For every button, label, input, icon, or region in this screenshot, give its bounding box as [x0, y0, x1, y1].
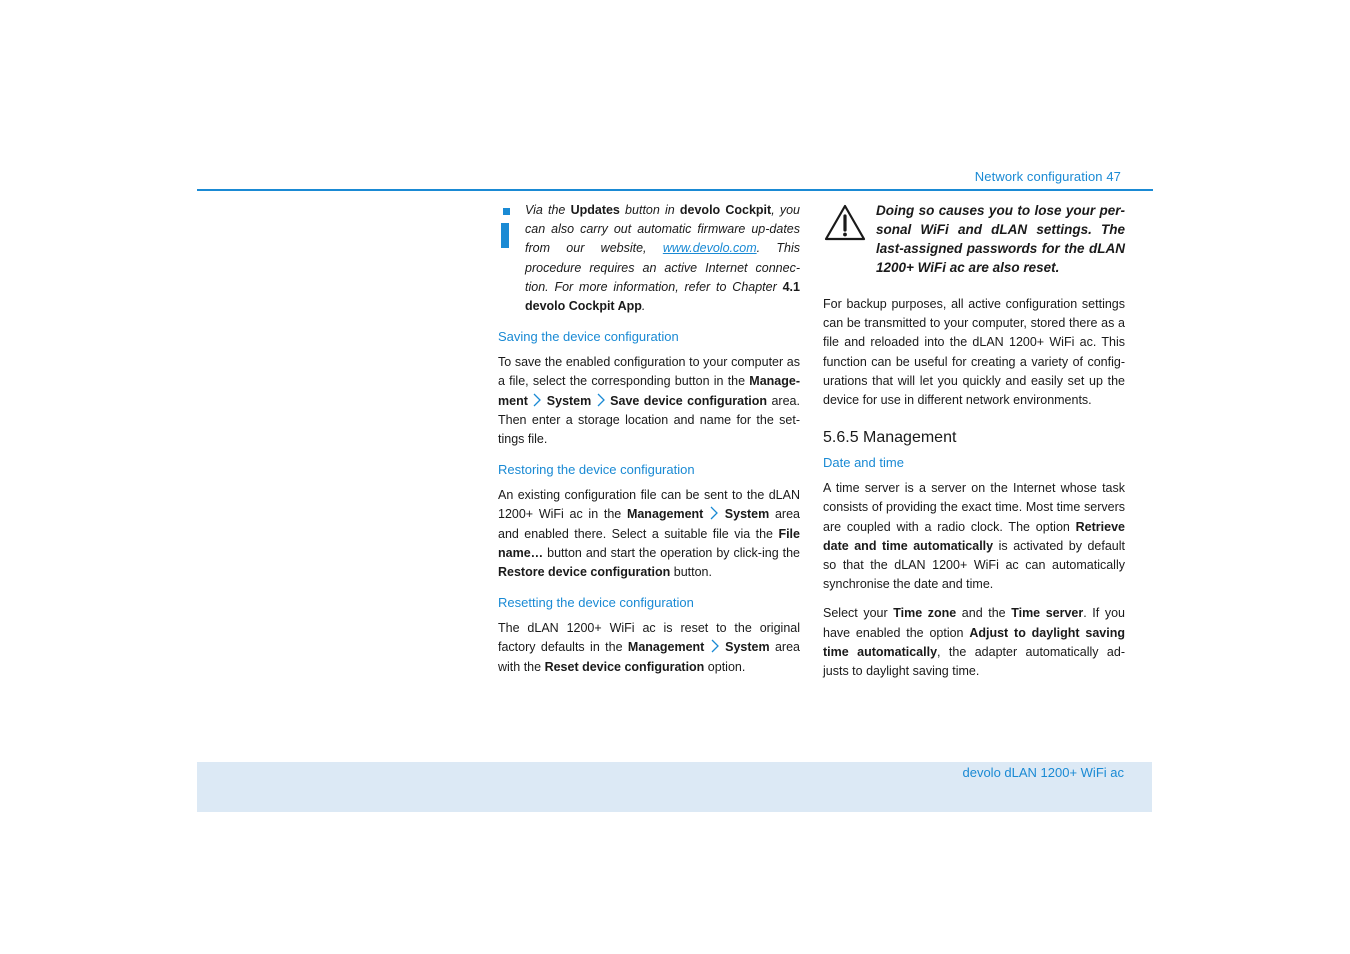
- arrow-right-icon: [710, 639, 720, 653]
- arrow-right-icon: [709, 506, 719, 520]
- footer-product-name: devolo dLAN 1200+ WiFi ac: [962, 765, 1124, 780]
- header-rule: [197, 189, 1153, 191]
- resetting-paragraph: The dLAN 1200+ WiFi ac is reset to the original factory defaults in the Management System area with the Reset device configuration option.: [498, 621, 800, 674]
- left-column: [498, 201, 800, 677]
- footer-band: [197, 762, 1152, 812]
- warning-text: Doing so causes you to lose your per-sonal WiFi and dLAN settings. The last-assigned passwords for the dLAN 1200+ WiFi ac are also reset.: [876, 203, 1125, 275]
- arrow-right-icon: [596, 393, 606, 407]
- info-note: [498, 201, 800, 316]
- date-time-heading: Date and time: [823, 455, 904, 471]
- date-time-paragraph: A time server is a server on the Internet whose task consists of providing the exact time. Most time servers are coupled with a radio clock. The option Retrieve date and time automatically is activated by default so that the dLAN 1200+ WiFi ac can automatically synchronise the date and time.: [823, 481, 1126, 592]
- warning-icon: [823, 203, 867, 243]
- timezone-paragraph: Select your Time zone and the Time server. If you have enabled the option Adjust to daylight saving time automatically, the adapter automatically ad-justs to daylight saving time.: [823, 606, 1126, 679]
- warning-note: [823, 201, 1125, 277]
- right-column: [823, 201, 1125, 681]
- section-heading-management: 5.6.5 Management: [823, 429, 957, 447]
- running-head: Network configuration 47: [974, 169, 1121, 184]
- restoring-heading: Restoring the device configuration: [498, 462, 695, 478]
- arrow-right-icon: [532, 393, 542, 407]
- backup-paragraph: For backup purposes, all active configuration settings can be transmitted to your computer, stored there as a file and reloaded into the dLAN 1200+ WiFi ac. This function can be useful for creating a variety of config-urations that will let you quickly and easily set up the device for use in different network environments.: [823, 297, 1125, 408]
- saving-paragraph: To save the enabled configuration to your computer as a file, select the corresponding button in the Manage-ment System Save device configuration area. Then enter a storage location and name for the set-tings file.: [498, 355, 800, 447]
- info-icon: [498, 205, 512, 247]
- restoring-paragraph: An existing configuration file can be sent to the dLAN 1200+ WiFi ac in the Management System area and enabled there. Select a suitable file via the File name… button and start the operation by click-ing the Restore device configuration button.: [498, 488, 800, 580]
- resetting-heading: Resetting the device configuration: [498, 595, 694, 611]
- saving-heading: Saving the device configuration: [498, 329, 679, 345]
- info-note-text: Via the Updates button in devolo Cockpit, you can also carry out automatic firmware up-dates from our website, www.devolo.com. This procedure requires an active Internet connec-tion. For more information, refer to Chapter 4.1 devolo Cockpit App.: [525, 203, 801, 314]
- devolo-website-link[interactable]: www.devolo.com: [662, 241, 757, 256]
